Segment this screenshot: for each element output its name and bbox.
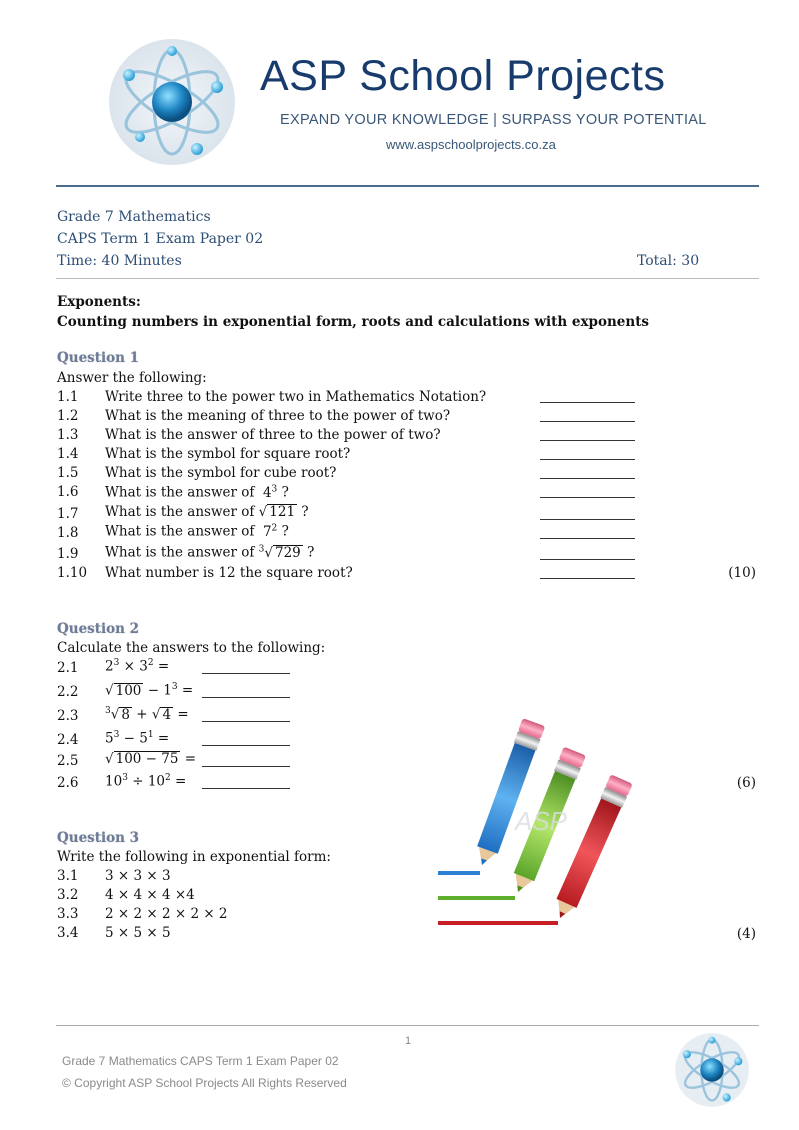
- math-expression: $5^3 - 5^1$ =: [105, 730, 170, 747]
- page-number: 1: [405, 1035, 412, 1047]
- math-expression: √ 121: [258, 504, 296, 520]
- item-number: 3.4: [57, 925, 79, 941]
- item-number: 1.10: [57, 565, 88, 581]
- question-2-marks: (6): [736, 775, 756, 791]
- item-number: 1.3: [57, 427, 79, 443]
- question-mark: ?: [281, 484, 289, 501]
- item-number: 2.1: [57, 660, 79, 676]
- item-number: 1.1: [57, 389, 79, 405]
- answer-blank[interactable]: [202, 775, 290, 789]
- answer-blank[interactable]: [202, 753, 290, 767]
- question-1-marks: (10): [728, 565, 756, 581]
- item-number: 3.2: [57, 887, 79, 903]
- answer-blank[interactable]: [202, 708, 290, 722]
- item-number: 1.9: [57, 546, 79, 562]
- answer-blank[interactable]: [540, 546, 635, 560]
- question-3-instruction: Write the following in exponential form:: [57, 849, 331, 865]
- math-expression: $2^3 \times 3^2$ =: [105, 658, 170, 675]
- math-expression: $^3$√ 8 + √ 4 =: [105, 706, 189, 723]
- item-number: 1.5: [57, 465, 79, 481]
- item-number: 1.4: [57, 446, 79, 462]
- item-question: What is the answer of: [105, 504, 255, 520]
- footer-line-1: Grade 7 Mathematics CAPS Term 1 Exam Paper 02: [62, 1054, 339, 1068]
- answer-blank[interactable]: [540, 525, 635, 539]
- grade-label: Grade 7 Mathematics: [57, 209, 211, 225]
- question-3-title: Question 3: [57, 830, 140, 846]
- math-expression: $^3$√ 729: [258, 544, 301, 561]
- meta-divider: [56, 278, 759, 279]
- answer-blank[interactable]: [540, 446, 635, 460]
- item-question: What is the answer of: [105, 544, 255, 561]
- question-mark: ?: [281, 523, 289, 540]
- topic-subheading: Counting numbers in exponential form, roots and calculations with exponents: [57, 314, 650, 330]
- pencils-illustration: [430, 715, 670, 930]
- math-expression: $7^2$: [262, 523, 278, 540]
- item-text: What is the symbol for square root?: [105, 446, 351, 462]
- item-text: [105, 544, 314, 561]
- answer-blank[interactable]: [202, 732, 290, 746]
- question-3-marks: (4): [736, 926, 756, 942]
- item-question: What is the answer of: [105, 523, 255, 540]
- brand-tagline: EXPAND YOUR KNOWLEDGE | SURPASS YOUR POTENTIAL: [280, 112, 707, 128]
- question-mark: ?: [307, 544, 315, 561]
- item-number: 3.3: [57, 906, 79, 922]
- item-text: [105, 504, 309, 520]
- item-question: What is the answer of: [105, 484, 255, 501]
- answer-blank[interactable]: [540, 408, 635, 422]
- answer-blank[interactable]: [540, 484, 635, 498]
- item-text: What is the meaning of three to the power of two?: [105, 408, 451, 424]
- answer-blank[interactable]: [202, 660, 290, 674]
- item-number: 2.6: [57, 775, 79, 791]
- item-number: 1.7: [57, 506, 79, 522]
- item-number: 1.8: [57, 525, 79, 541]
- item-number: 2.2: [57, 684, 79, 700]
- item-text: 5 × 5 × 5: [105, 925, 171, 941]
- item-number: 3.1: [57, 868, 79, 884]
- item-text: What number is 12 the square root?: [105, 565, 353, 581]
- answer-blank[interactable]: [202, 684, 290, 698]
- answer-blank[interactable]: [540, 427, 635, 441]
- question-mark: ?: [301, 504, 309, 520]
- answer-blank[interactable]: [540, 565, 635, 579]
- answer-blank[interactable]: [540, 465, 635, 479]
- question-1-instruction: Answer the following:: [57, 370, 207, 386]
- watermark-text: ASP: [515, 806, 568, 836]
- math-expression: $10^3 \div 10^2$ =: [105, 773, 187, 790]
- item-text: 4 × 4 × 4 ×4: [105, 887, 195, 903]
- question-2-title: Question 2: [57, 621, 140, 637]
- header-divider: [56, 185, 759, 187]
- item-text: What is the symbol for cube root?: [105, 465, 337, 481]
- item-text: What is the answer of three to the power of two?: [105, 427, 441, 443]
- item-text: [105, 523, 289, 540]
- item-text: [105, 484, 289, 501]
- item-text: 2 × 2 × 2 × 2 × 2: [105, 906, 228, 922]
- question-1-title: Question 1: [57, 350, 140, 366]
- paper-label: CAPS Term 1 Exam Paper 02: [57, 231, 264, 247]
- brand-url: www.aspschoolprojects.co.za: [386, 137, 556, 152]
- math-expression: √ 100 − 75 =: [105, 751, 197, 767]
- item-number: 2.5: [57, 753, 79, 769]
- topic-heading: Exponents:: [57, 294, 141, 310]
- math-expression: $4^3$: [262, 484, 278, 501]
- atom-icon: [674, 1032, 750, 1108]
- question-2-instruction: Calculate the answers to the following:: [57, 640, 326, 656]
- answer-blank[interactable]: [540, 506, 635, 520]
- item-text: 3 × 3 × 3: [105, 868, 171, 884]
- total-label: Total: 30: [637, 253, 700, 269]
- item-number: 2.4: [57, 732, 79, 748]
- footer-divider: [56, 1025, 759, 1026]
- atom-logo: [107, 37, 237, 167]
- item-number: 1.2: [57, 408, 79, 424]
- math-expression: √ $100 - 1^3$ =: [105, 682, 194, 699]
- item-number: 1.6: [57, 484, 79, 500]
- footer-copyright: © Copyright ASP School Projects All Rights Reserved: [62, 1076, 347, 1090]
- answer-blank[interactable]: [540, 389, 635, 403]
- brand-title: ASP School Projects: [260, 52, 666, 100]
- item-text: Write three to the power two in Mathematics Notation?: [105, 389, 487, 405]
- item-number: 2.3: [57, 708, 79, 724]
- time-label: Time: 40 Minutes: [57, 253, 182, 269]
